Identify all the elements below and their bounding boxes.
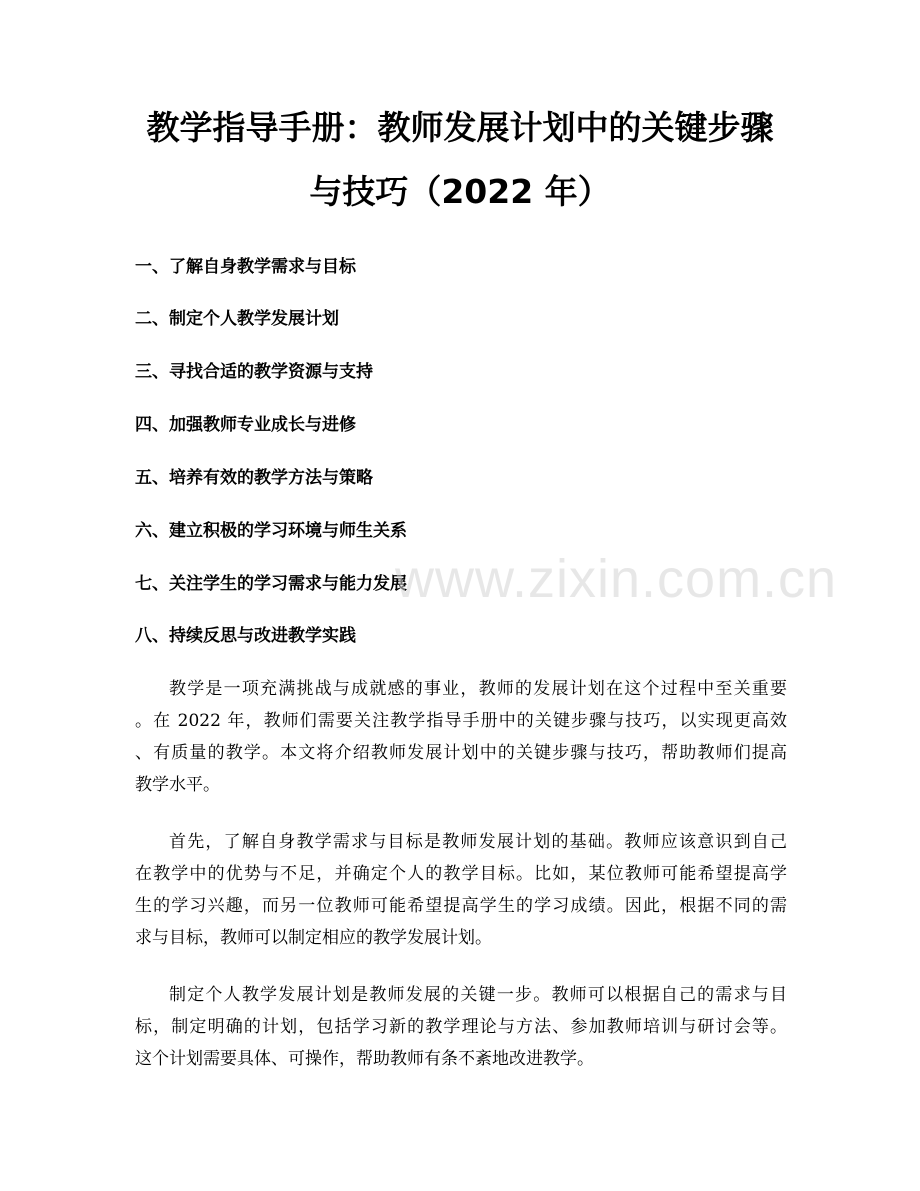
paragraph-line: 这个计划需要具体、可操作，帮助教师有条不紊地改进教学。 <box>135 1049 594 1069</box>
paragraph-line: 在教学中的优势与不足，并确定个人的教学目标。比如，某位教师可能希望提高学 <box>135 864 787 884</box>
paragraph-line: 教学是一项充满挑战与成就感的事业，教师的发展计划在这个过程中至关重要 <box>169 679 787 699</box>
paragraph-line: 。在 2022 年，教师们需要关注教学指导手册中的关键步骤与技巧，以实现更高效 <box>135 711 787 731</box>
toc-item-8: 八、持续反思与改进教学实践 <box>135 626 356 646</box>
paragraph-line: 首先，了解自身教学需求与目标是教师发展计划的基础。教师应该意识到自己 <box>169 832 787 852</box>
body-paragraph-3 <box>135 979 787 1075</box>
paragraph-line: 教学水平。 <box>135 775 220 795</box>
paragraph-line: 求与目标，教师可以制定相应的教学发展计划。 <box>135 928 492 948</box>
toc-item-5: 五、培养有效的教学方法与策略 <box>135 468 373 488</box>
paragraph-line: 生的学习兴趣，而另一位教师可能希望提高学生的学习成绩。因此，根据不同的需 <box>135 896 787 916</box>
document-title-line-1: 教学指导手册：教师发展计划中的关键步骤 <box>146 108 774 147</box>
toc-item-7: 七、关注学生的学习需求与能力发展 <box>135 574 407 594</box>
toc-item-1: 一、了解自身教学需求与目标 <box>135 257 356 277</box>
body-paragraph-1 <box>135 673 787 801</box>
body-paragraph-2 <box>135 826 787 954</box>
toc-item-2: 二、制定个人教学发展计划 <box>135 309 339 329</box>
paragraph-line: 制定个人教学发展计划是教师发展的关键一步。教师可以根据自己的需求与目 <box>169 985 787 1005</box>
toc-item-6: 六、建立积极的学习环境与师生关系 <box>135 521 407 541</box>
watermark: www.zixin.com.cn <box>395 549 838 609</box>
paragraph-line: 、有质量的教学。本文将介绍教师发展计划中的关键步骤与技巧，帮助教师们提高 <box>135 743 787 763</box>
paragraph-line: 标，制定明确的计划，包括学习新的教学理论与方法、参加教师培训与研讨会等。 <box>135 1017 787 1037</box>
document-title-line-2: 与技巧（2022 年） <box>309 172 611 211</box>
toc-item-3: 三、寻找合适的教学资源与支持 <box>135 362 373 382</box>
toc-item-4: 四、加强教师专业成长与进修 <box>135 415 356 435</box>
